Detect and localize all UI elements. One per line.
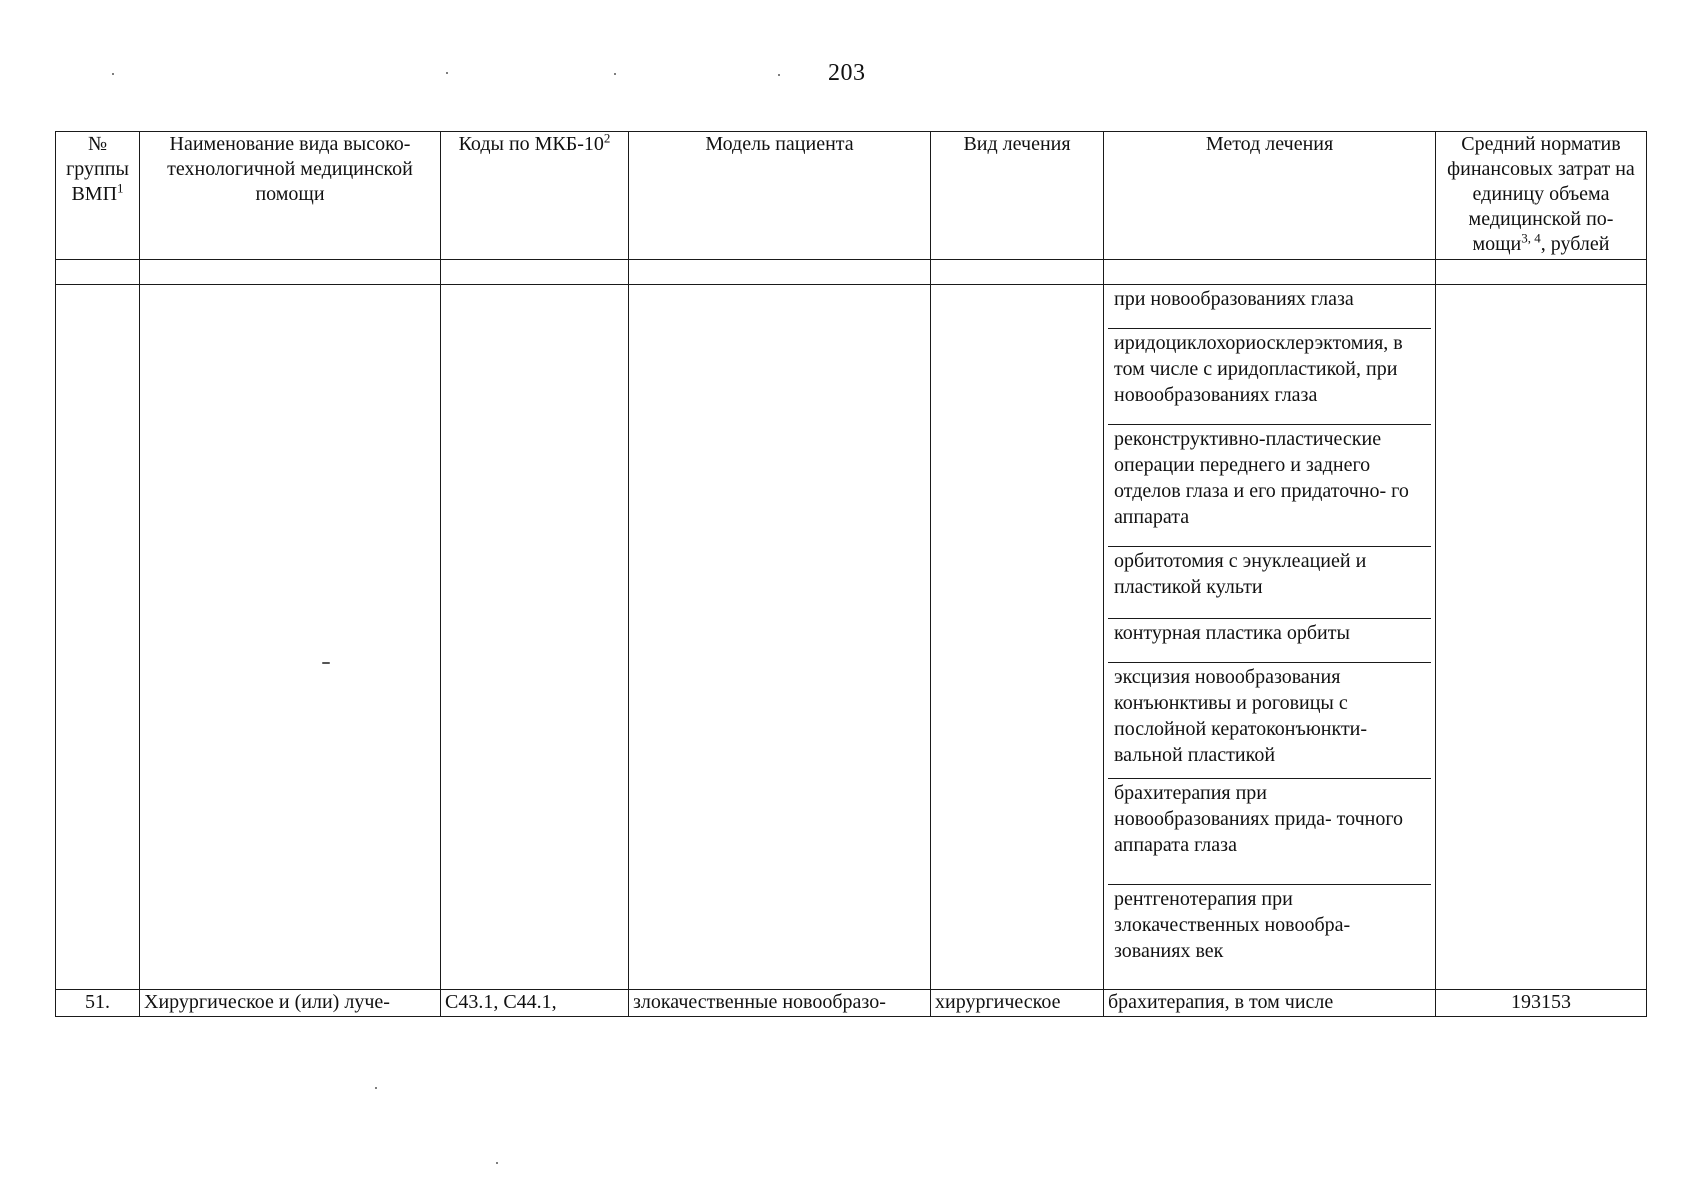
row-group: 51. [56, 990, 140, 1017]
blank-cell [140, 260, 441, 285]
method-item: орбитотомия с энуклеацией и пластикой культи [1108, 547, 1431, 619]
row-method: брахитерапия, в том числе [1104, 990, 1436, 1017]
method-item: при новообразованиях глаза [1108, 285, 1431, 329]
method-item: контурная пластика орбиты [1108, 619, 1431, 663]
scan-speck [375, 1087, 377, 1089]
method-list [1108, 285, 1431, 989]
scan-speck [446, 72, 448, 74]
vmp-table [55, 131, 1647, 1017]
name-cell [140, 285, 441, 990]
scan-speck [496, 1162, 498, 1164]
model-cell [629, 285, 931, 990]
row-model: злокачественные новообразо- [629, 990, 931, 1017]
scan-speck [778, 74, 780, 76]
blank-cell [931, 260, 1104, 285]
method-item: иридоциклохориосклерэктомия, в том числе с иридопластикой, при новообразованиях глаза [1108, 329, 1431, 425]
method-cell [1104, 285, 1436, 990]
document-page [55, 131, 1647, 1017]
header-name: Наименование вида высоко- технологичной медицинской помощи [140, 132, 441, 260]
header-cost: Средний норматив финансовых затрат на единицу объема медицинской по- мощи$^{3, 4}$, рублей [1436, 132, 1647, 260]
blank-cell [441, 260, 629, 285]
blank-cell [1436, 260, 1647, 285]
cost-cell [1436, 285, 1647, 990]
header-treatment: Вид лечения [931, 132, 1104, 260]
header-method: Метод лечения [1104, 132, 1436, 260]
method-item: эксцизия новообразования конъюнктивы и роговицы с послойной кератоконъюнкти- вальной пластикой [1108, 663, 1431, 779]
row-51 [56, 990, 1647, 1017]
row-treatment: хирургическое [931, 990, 1104, 1017]
blank-row [56, 260, 1647, 285]
row-codes: C43.1, C44.1, [441, 990, 629, 1017]
continuation-row [56, 285, 1647, 990]
treatment-cell [931, 285, 1104, 990]
header-codes: Коды по МКБ-$10^2$ [441, 132, 629, 260]
row-cost: 193153 [1436, 990, 1647, 1017]
blank-cell [1104, 260, 1436, 285]
scan-speck [112, 73, 114, 75]
header-row [56, 132, 1647, 260]
header-group: № группы ВМП$^1$ [56, 132, 140, 260]
header-model: Модель пациента [629, 132, 931, 260]
page-number: 203 [828, 60, 866, 86]
method-item: рентгенотерапия при злокачественных новообра- зованиях век [1114, 888, 1351, 962]
method-item: реконструктивно-пластические операции переднего и заднего отделов глаза и его придаточно- го аппарата [1108, 425, 1431, 547]
group-cell [56, 285, 140, 990]
row-name: Хирургическое и (или) луче- [140, 990, 441, 1017]
scan-speck [322, 662, 330, 664]
blank-cell [629, 260, 931, 285]
codes-cell [441, 285, 629, 990]
scan-speck [614, 73, 616, 75]
method-item: брахитерапия при новообразованиях прида- точного аппарата глаза [1108, 779, 1431, 885]
blank-cell [56, 260, 140, 285]
